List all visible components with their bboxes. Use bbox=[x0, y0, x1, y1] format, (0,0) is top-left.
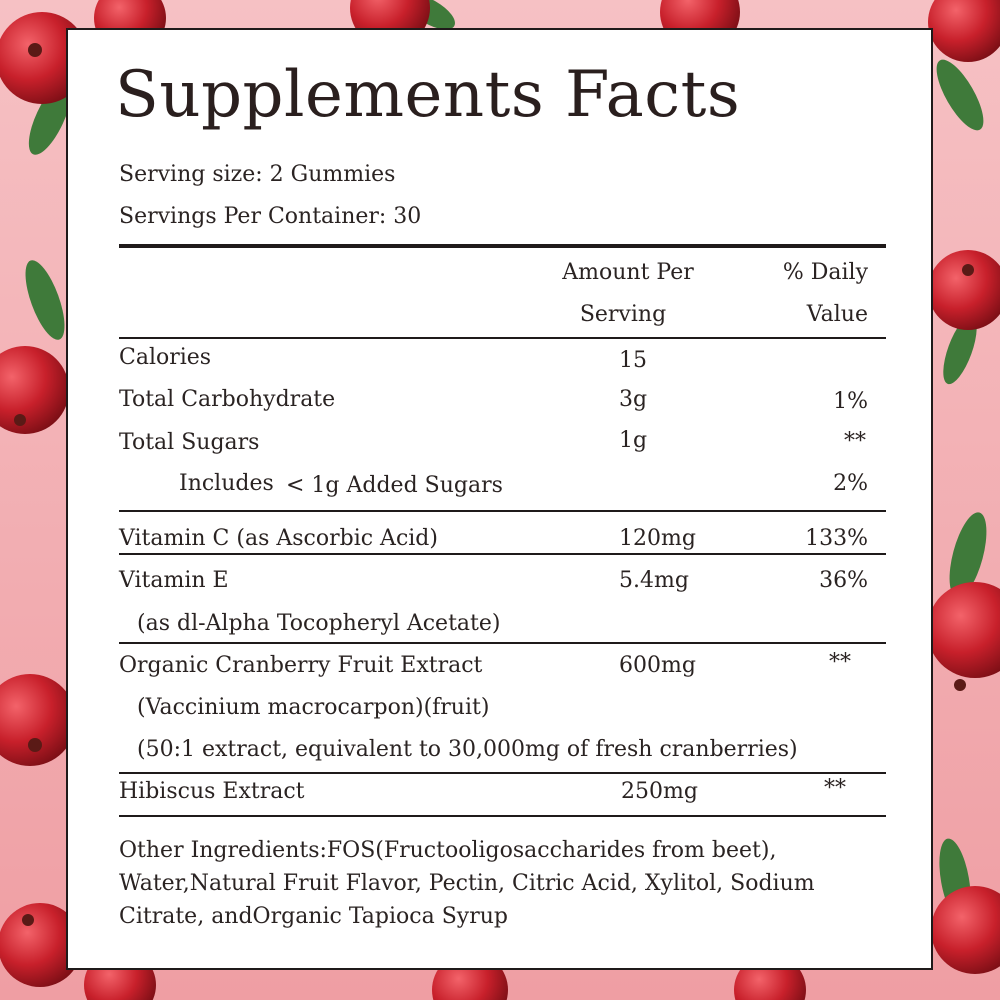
row-label: Vitamin C (as Ascorbic Acid) bbox=[119, 526, 438, 551]
divider bbox=[119, 510, 886, 512]
row-label: Organic Cranberry Fruit Extract bbox=[119, 653, 483, 678]
row-label-detail: < 1g Added Sugars bbox=[286, 473, 503, 498]
other-ingredients: Other Ingredients:FOS(Fructooligosaccharides from beet), Water,Natural Fruit Flavor, Pectin, Citric Acid, Xylitol, Sodium Citrate, andOrganic Tapioca Syrup bbox=[119, 838, 815, 929]
row-dv: 2% bbox=[833, 471, 868, 496]
row-dv: ** bbox=[829, 650, 851, 675]
row-amount: 600mg bbox=[619, 653, 696, 678]
row-sublabel: (as dl-Alpha Tocopheryl Acetate) bbox=[137, 611, 501, 636]
row-label: Total Sugars bbox=[119, 430, 260, 455]
row-amount: 120mg bbox=[619, 526, 696, 551]
row-dv: ** bbox=[824, 776, 846, 801]
row-amount: 250mg bbox=[621, 779, 698, 804]
row-sublabel: (Vaccinium macrocarpon)(fruit) bbox=[137, 695, 490, 720]
row-label: Hibiscus Extract bbox=[119, 779, 305, 804]
divider bbox=[119, 337, 886, 339]
divider bbox=[119, 553, 886, 555]
row-label: Includes bbox=[179, 471, 274, 496]
serving-size: Serving size: 2 Gummies bbox=[119, 162, 396, 187]
row-dv: ** bbox=[844, 429, 866, 454]
header-amount-line2: Serving bbox=[579, 302, 667, 327]
row-dv: 1% bbox=[833, 389, 868, 414]
row-amount: 5.4mg bbox=[619, 568, 689, 593]
row-label: Total Carbohydrate bbox=[119, 387, 336, 412]
header-amount-line1: Amount Per bbox=[562, 260, 694, 285]
divider bbox=[119, 772, 886, 774]
row-dv: 36% bbox=[819, 568, 868, 593]
row-amount: 3g bbox=[619, 387, 648, 412]
header-dv-line1: % Daily bbox=[782, 260, 868, 285]
divider bbox=[119, 815, 886, 817]
row-label: Vitamin E bbox=[119, 568, 229, 593]
thick-divider bbox=[119, 244, 886, 248]
row-amount: 15 bbox=[619, 348, 647, 373]
panel-title: Supplements Facts bbox=[115, 58, 741, 132]
header-dv-line2: Value bbox=[806, 302, 868, 327]
servings-per-container: Servings Per Container: 30 bbox=[119, 204, 422, 229]
divider bbox=[119, 642, 886, 644]
row-label: Calories bbox=[119, 345, 212, 370]
supplement-facts-panel bbox=[66, 28, 933, 970]
row-dv: 133% bbox=[805, 526, 868, 551]
row-sublabel: (50:1 extract, equivalent to 30,000mg of fresh cranberries) bbox=[137, 737, 798, 762]
row-amount: 1g bbox=[619, 428, 648, 453]
